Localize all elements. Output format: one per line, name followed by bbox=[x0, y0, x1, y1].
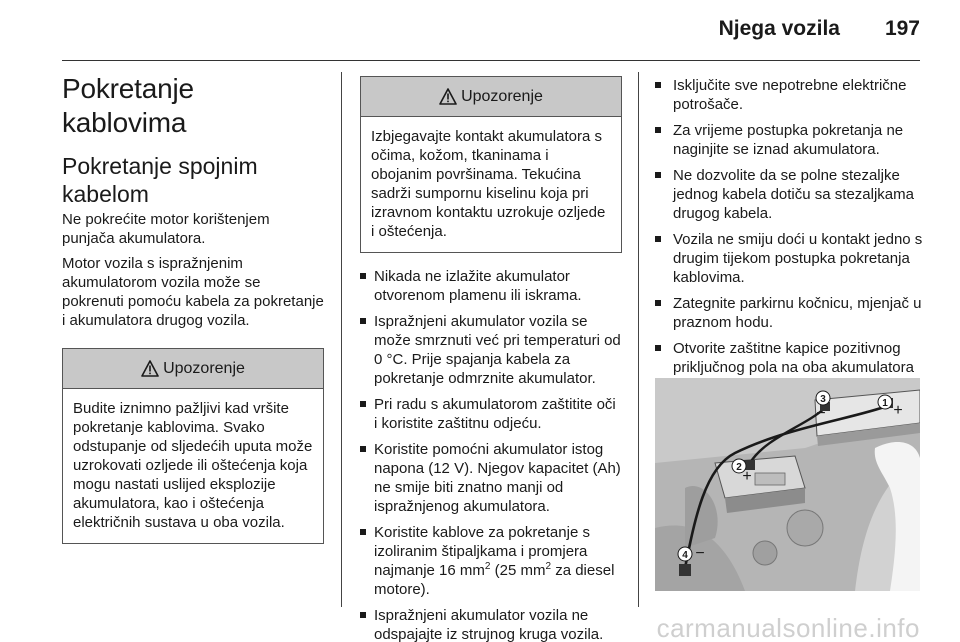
header-divider bbox=[62, 60, 920, 61]
callout-3: 3 bbox=[820, 394, 826, 405]
warning-box bbox=[62, 348, 324, 544]
warning-header bbox=[63, 349, 323, 389]
bullet-icon bbox=[655, 82, 661, 88]
bullet-list bbox=[655, 76, 923, 396]
column-1 bbox=[62, 70, 324, 544]
paragraph: Motor vozila s ispražnjenim akumulatorom vozila može se pokrenuti pomoću kabela za pokretanje i akumulatora drugog vozila. bbox=[62, 255, 324, 329]
bullet-icon bbox=[360, 529, 366, 535]
list-item: Ne dozvolite da se polne stezaljke jednog kabela dotiču sa stezaljkama drugog kabela. bbox=[655, 166, 923, 223]
warning-box bbox=[360, 76, 622, 253]
list-item: Ispražnjeni akumulator vozila ne odspajajte iz strujnog kruga vozila. bbox=[360, 606, 622, 642]
page-number: 197 bbox=[884, 17, 920, 40]
callout-1: 1 bbox=[882, 398, 888, 409]
plus-symbol: + bbox=[893, 402, 903, 419]
chapter-title: Njega vozila bbox=[718, 17, 840, 40]
paragraph: Ne pokrećite motor korištenjem punjača akumulatora. bbox=[62, 211, 270, 247]
warning-text: Budite iznimno pažljivi kad vršite pokretanje kablovima. Svako odstupanje od sljedećih uputa može uzrokovati ozljede ili oštećenja koja mogu nastati uslijed eksplozije akumulatora, kao i oštećenja električnih sustava u oba vozila. bbox=[73, 400, 313, 531]
watermark-url: carmanualsonline.info bbox=[656, 613, 920, 642]
column-divider bbox=[341, 72, 342, 607]
plus-symbol: + bbox=[742, 468, 752, 485]
warning-triangle-icon bbox=[141, 360, 159, 377]
subsection-title: Pokretanje spojnim kabelom bbox=[62, 153, 258, 207]
column-3 bbox=[655, 70, 923, 403]
engine-bay-drawing bbox=[655, 378, 920, 591]
warning-header bbox=[361, 77, 621, 117]
column-2 bbox=[360, 70, 622, 642]
section-title: Pokretanje kablovima bbox=[62, 73, 194, 138]
list-item: Ispražnjeni akumulator vozila se može smrznuti već pri temperaturi od 0 °C. Prije spajanja kabela za pokretanje odmrznite akumulator. bbox=[360, 312, 622, 388]
list-item: Zategnite parkirnu kočnicu, mjenjač u praznom hodu. bbox=[655, 294, 923, 332]
warning-heading: Upozorenje bbox=[163, 359, 245, 377]
list-item: Koristite pomoćni akumulator istog napona (12 V). Njegov kapacitet (Ah) ne smije biti znatno manji od ispražnjenog akumulatora. bbox=[360, 440, 622, 516]
warning-triangle-icon bbox=[439, 88, 457, 105]
minus-symbol: − bbox=[695, 545, 705, 562]
bullet-icon bbox=[655, 236, 661, 242]
list-item: Otvorite zaštitne kapice pozitivnog priključnog pola na oba akumulatora bbox=[655, 339, 923, 396]
warning-heading: Upozorenje bbox=[461, 87, 543, 105]
bullet-icon bbox=[360, 612, 366, 618]
minus-symbol: − bbox=[816, 405, 826, 422]
bullet-icon bbox=[655, 345, 661, 351]
list-item: Isključite sve nepotrebne električne potrošače. bbox=[655, 76, 923, 114]
page-header bbox=[0, 0, 960, 60]
discharged-battery bbox=[715, 456, 805, 513]
column-divider bbox=[638, 72, 639, 607]
list-item: Vozila ne smiju doći u kontakt jedno s drugim tijekom postupka pokretanja kablovima. bbox=[655, 230, 923, 287]
bullet-icon bbox=[360, 446, 366, 452]
battery-connection-illustration bbox=[655, 378, 920, 591]
list-item: Nikada ne izlažite akumulator otvorenom plamenu ili iskrama. bbox=[360, 267, 622, 305]
callout-2: 2 bbox=[736, 462, 742, 473]
bullet-icon bbox=[655, 172, 661, 178]
bullet-icon bbox=[360, 401, 366, 407]
warning-text: Izbjegavajte kontakt akumulatora s očima, kožom, tkaninama i obojanim površinama. Tekućina sadrži sumpornu kiselinu koja pri izravnom kontaktu uzrokuje ozljede i oštećenja. bbox=[371, 128, 606, 240]
bullet-icon bbox=[360, 318, 366, 324]
bullet-icon bbox=[655, 300, 661, 306]
list-item: Pri radu s akumulatorom zaštitite oči i koristite zaštitnu odjeću. bbox=[360, 395, 622, 433]
bullet-list bbox=[360, 267, 622, 642]
list-item: Za vrijeme postupka pokretanja ne naginjite se iznad akumulatora. bbox=[655, 121, 923, 159]
list-item: Koristite kablove za pokretanje s izoliranim štipaljkama i promjera najmanje 16 $mm^2$ (25 $mm^2$ za diesel motore). bbox=[360, 523, 622, 599]
bullet-icon bbox=[360, 273, 366, 279]
callout-4: 4 bbox=[682, 550, 688, 561]
bullet-icon bbox=[655, 127, 661, 133]
